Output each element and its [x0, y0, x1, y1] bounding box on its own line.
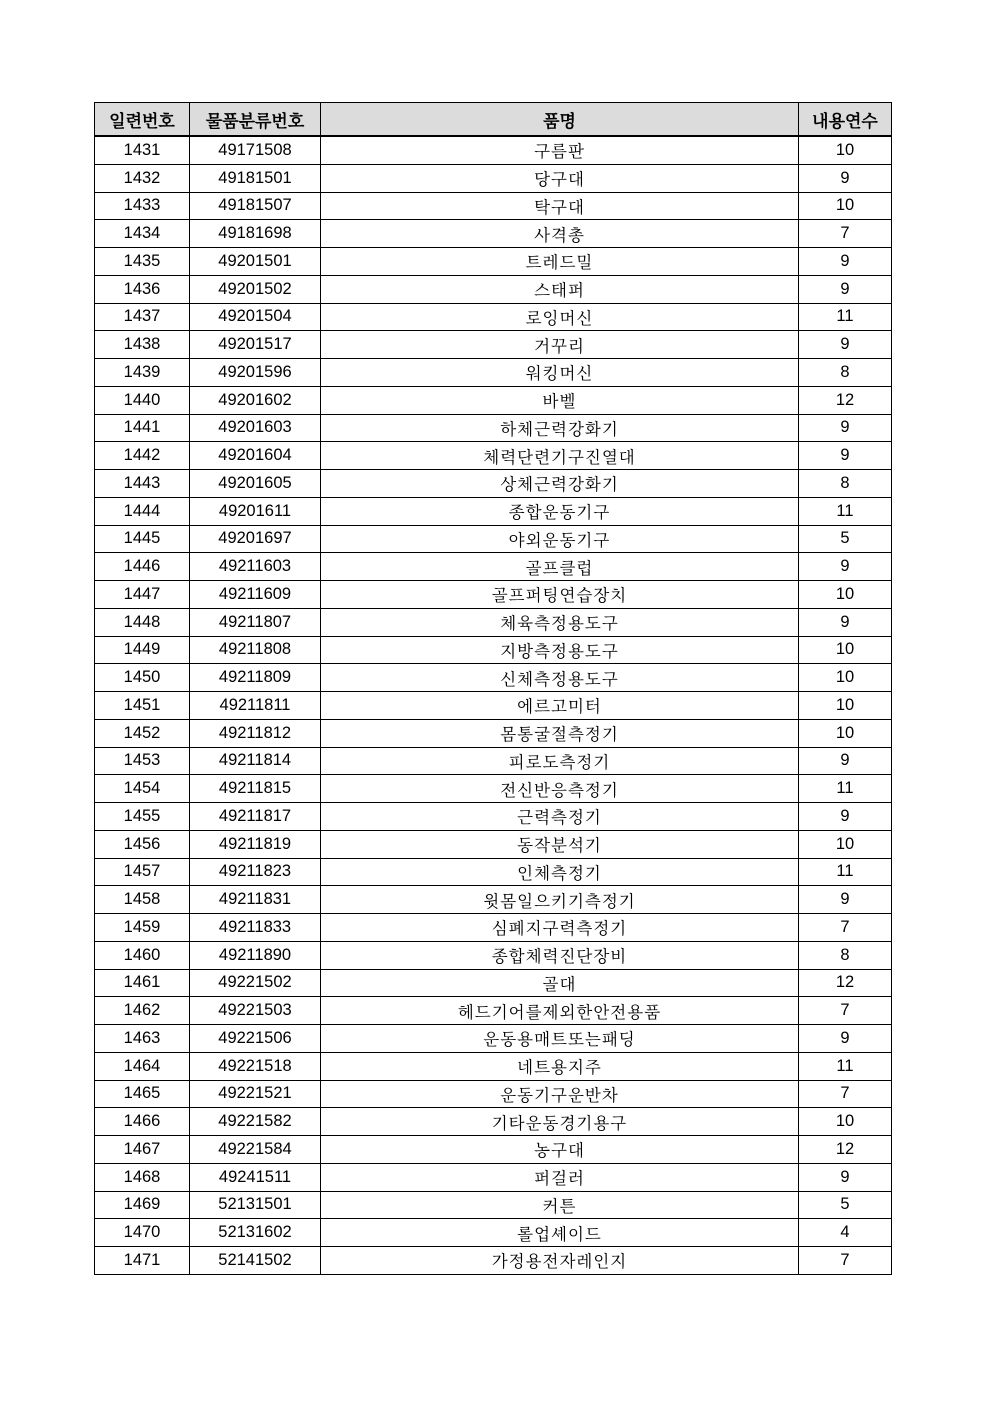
cell-name: 커튼: [321, 1191, 799, 1219]
table-row: [95, 1052, 892, 1080]
table-body: [95, 136, 892, 1274]
cell-name: 심폐지구력측정기: [321, 914, 799, 942]
cell-serial: 1457: [95, 858, 190, 886]
cell-code: 49211823: [190, 858, 321, 886]
cell-years: 8: [799, 359, 892, 387]
table-row: [95, 470, 892, 498]
cell-code: 49211831: [190, 886, 321, 914]
cell-name: 헤드기어를제외한안전용품: [321, 997, 799, 1025]
cell-code: 49211809: [190, 664, 321, 692]
cell-years: 5: [799, 525, 892, 553]
cell-name: 퍼걸러: [321, 1163, 799, 1191]
cell-serial: 1463: [95, 1025, 190, 1053]
cell-serial: 1448: [95, 608, 190, 636]
cell-code: 49201517: [190, 331, 321, 359]
cell-name: 당구대: [321, 164, 799, 192]
cell-name: 워킹머신: [321, 359, 799, 387]
table-row: [95, 803, 892, 831]
table-row: [95, 775, 892, 803]
cell-serial: 1441: [95, 414, 190, 442]
cell-name: 상체근력강화기: [321, 470, 799, 498]
cell-name: 농구대: [321, 1136, 799, 1164]
cell-years: 7: [799, 1080, 892, 1108]
header-code: 물품분류번호: [190, 103, 321, 137]
cell-serial: 1455: [95, 803, 190, 831]
cell-years: 11: [799, 775, 892, 803]
cell-serial: 1460: [95, 941, 190, 969]
cell-code: 49211808: [190, 636, 321, 664]
cell-serial: 1443: [95, 470, 190, 498]
table-row: [95, 664, 892, 692]
cell-years: 7: [799, 1247, 892, 1275]
cell-years: 7: [799, 220, 892, 248]
table-row: [95, 1080, 892, 1108]
cell-serial: 1446: [95, 553, 190, 581]
cell-code: 49201596: [190, 359, 321, 387]
cell-name: 사격총: [321, 220, 799, 248]
cell-serial: 1466: [95, 1108, 190, 1136]
cell-name: 로잉머신: [321, 303, 799, 331]
cell-code: 49201502: [190, 275, 321, 303]
cell-serial: 1454: [95, 775, 190, 803]
cell-years: 10: [799, 581, 892, 609]
cell-serial: 1461: [95, 969, 190, 997]
cell-code: 49201603: [190, 414, 321, 442]
cell-serial: 1471: [95, 1247, 190, 1275]
cell-code: 49201501: [190, 248, 321, 276]
cell-code: 49201504: [190, 303, 321, 331]
cell-years: 10: [799, 830, 892, 858]
durability-table: [94, 102, 892, 1275]
cell-years: 10: [799, 664, 892, 692]
cell-name: 인체측정기: [321, 858, 799, 886]
table-row: [95, 581, 892, 609]
cell-code: 49241511: [190, 1163, 321, 1191]
cell-serial: 1456: [95, 830, 190, 858]
table-row: [95, 136, 892, 164]
table-row: [95, 192, 892, 220]
table-row: [95, 747, 892, 775]
cell-serial: 1468: [95, 1163, 190, 1191]
cell-name: 윗몸일으키기측정기: [321, 886, 799, 914]
cell-serial: 1439: [95, 359, 190, 387]
cell-serial: 1469: [95, 1191, 190, 1219]
cell-serial: 1433: [95, 192, 190, 220]
cell-code: 49171508: [190, 136, 321, 164]
table-row: [95, 692, 892, 720]
cell-serial: 1453: [95, 747, 190, 775]
cell-name: 지방측정용도구: [321, 636, 799, 664]
cell-years: 4: [799, 1219, 892, 1247]
cell-serial: 1431: [95, 136, 190, 164]
cell-name: 운동기구운반차: [321, 1080, 799, 1108]
cell-serial: 1437: [95, 303, 190, 331]
cell-code: 49181501: [190, 164, 321, 192]
cell-name: 골프클럽: [321, 553, 799, 581]
cell-years: 11: [799, 497, 892, 525]
table-row: [95, 830, 892, 858]
cell-name: 동작분석기: [321, 830, 799, 858]
table-row: [95, 331, 892, 359]
cell-name: 스태퍼: [321, 275, 799, 303]
cell-years: 9: [799, 331, 892, 359]
table-row: [95, 636, 892, 664]
cell-name: 거꾸리: [321, 331, 799, 359]
cell-serial: 1465: [95, 1080, 190, 1108]
cell-name: 트레드밀: [321, 248, 799, 276]
cell-years: 9: [799, 248, 892, 276]
cell-code: 49201611: [190, 497, 321, 525]
durability-table-container: [94, 102, 891, 1275]
cell-code: 49211811: [190, 692, 321, 720]
cell-serial: 1458: [95, 886, 190, 914]
cell-years: 10: [799, 636, 892, 664]
cell-code: 49211815: [190, 775, 321, 803]
table-row: [95, 719, 892, 747]
cell-code: 52131501: [190, 1191, 321, 1219]
cell-years: 10: [799, 192, 892, 220]
table-row: [95, 1136, 892, 1164]
cell-code: 49221584: [190, 1136, 321, 1164]
cell-serial: 1449: [95, 636, 190, 664]
cell-name: 체육측정용도구: [321, 608, 799, 636]
cell-years: 11: [799, 1052, 892, 1080]
cell-years: 7: [799, 997, 892, 1025]
table-row: [95, 1025, 892, 1053]
cell-code: 52131602: [190, 1219, 321, 1247]
cell-name: 기타운동경기용구: [321, 1108, 799, 1136]
cell-serial: 1451: [95, 692, 190, 720]
cell-serial: 1459: [95, 914, 190, 942]
table-row: [95, 914, 892, 942]
cell-code: 49211819: [190, 830, 321, 858]
cell-code: 49221521: [190, 1080, 321, 1108]
table-row: [95, 525, 892, 553]
cell-serial: 1435: [95, 248, 190, 276]
cell-code: 49211833: [190, 914, 321, 942]
table-row: [95, 1108, 892, 1136]
cell-code: 49211812: [190, 719, 321, 747]
cell-name: 신체측정용도구: [321, 664, 799, 692]
table-row: [95, 553, 892, 581]
cell-years: 9: [799, 553, 892, 581]
table-row: [95, 858, 892, 886]
table-row: [95, 497, 892, 525]
cell-code: 49211807: [190, 608, 321, 636]
cell-years: 11: [799, 858, 892, 886]
cell-name: 바벨: [321, 386, 799, 414]
cell-serial: 1432: [95, 164, 190, 192]
table-row: [95, 303, 892, 331]
cell-name: 골대: [321, 969, 799, 997]
table-row: [95, 220, 892, 248]
cell-years: 7: [799, 914, 892, 942]
cell-years: 5: [799, 1191, 892, 1219]
cell-serial: 1442: [95, 442, 190, 470]
cell-name: 롤업셰이드: [321, 1219, 799, 1247]
table-row: [95, 164, 892, 192]
cell-serial: 1462: [95, 997, 190, 1025]
cell-years: 11: [799, 303, 892, 331]
cell-name: 구름판: [321, 136, 799, 164]
cell-code: 49221502: [190, 969, 321, 997]
cell-name: 피로도측정기: [321, 747, 799, 775]
cell-name: 전신반응측정기: [321, 775, 799, 803]
cell-code: 49181698: [190, 220, 321, 248]
cell-serial: 1438: [95, 331, 190, 359]
cell-years: 9: [799, 803, 892, 831]
cell-code: 49211609: [190, 581, 321, 609]
cell-years: 9: [799, 275, 892, 303]
cell-years: 12: [799, 969, 892, 997]
cell-serial: 1436: [95, 275, 190, 303]
cell-name: 종합체력진단장비: [321, 941, 799, 969]
cell-name: 네트용지주: [321, 1052, 799, 1080]
header-years: 내용연수: [799, 103, 892, 137]
cell-years: 12: [799, 386, 892, 414]
cell-code: 49201605: [190, 470, 321, 498]
cell-code: 49201604: [190, 442, 321, 470]
table-row: [95, 442, 892, 470]
cell-serial: 1444: [95, 497, 190, 525]
table-row: [95, 275, 892, 303]
cell-years: 10: [799, 692, 892, 720]
cell-name: 가정용전자레인지: [321, 1247, 799, 1275]
cell-name: 야외운동기구: [321, 525, 799, 553]
cell-serial: 1447: [95, 581, 190, 609]
cell-years: 9: [799, 442, 892, 470]
cell-years: 9: [799, 1163, 892, 1191]
cell-years: 10: [799, 136, 892, 164]
cell-years: 9: [799, 608, 892, 636]
cell-serial: 1445: [95, 525, 190, 553]
table-row: [95, 1247, 892, 1275]
cell-name: 골프퍼팅연습장치: [321, 581, 799, 609]
cell-code: 49211814: [190, 747, 321, 775]
cell-years: 9: [799, 1025, 892, 1053]
cell-years: 9: [799, 886, 892, 914]
cell-name: 체력단련기구진열대: [321, 442, 799, 470]
cell-code: 49221582: [190, 1108, 321, 1136]
cell-serial: 1452: [95, 719, 190, 747]
table-row: [95, 1191, 892, 1219]
table-row: [95, 997, 892, 1025]
header-serial: 일련번호: [95, 103, 190, 137]
cell-serial: 1434: [95, 220, 190, 248]
cell-years: 9: [799, 747, 892, 775]
cell-years: 9: [799, 414, 892, 442]
cell-serial: 1440: [95, 386, 190, 414]
cell-code: 49221518: [190, 1052, 321, 1080]
table-row: [95, 248, 892, 276]
cell-years: 8: [799, 470, 892, 498]
cell-code: 49211603: [190, 553, 321, 581]
cell-name: 운동용매트또는패딩: [321, 1025, 799, 1053]
cell-years: 10: [799, 1108, 892, 1136]
cell-name: 탁구대: [321, 192, 799, 220]
cell-code: 52141502: [190, 1247, 321, 1275]
cell-code: 49181507: [190, 192, 321, 220]
cell-serial: 1467: [95, 1136, 190, 1164]
header-name: 품명: [321, 103, 799, 137]
table-row: [95, 1219, 892, 1247]
table-row: [95, 608, 892, 636]
cell-serial: 1450: [95, 664, 190, 692]
header-row: [95, 103, 892, 137]
cell-code: 49211817: [190, 803, 321, 831]
cell-years: 8: [799, 941, 892, 969]
cell-code: 49201697: [190, 525, 321, 553]
cell-name: 근력측정기: [321, 803, 799, 831]
cell-name: 종합운동기구: [321, 497, 799, 525]
cell-name: 몸통굴절측정기: [321, 719, 799, 747]
cell-name: 에르고미터: [321, 692, 799, 720]
cell-code: 49221506: [190, 1025, 321, 1053]
cell-code: 49201602: [190, 386, 321, 414]
table-row: [95, 359, 892, 387]
table-row: [95, 386, 892, 414]
cell-code: 49221503: [190, 997, 321, 1025]
table-row: [95, 969, 892, 997]
table-row: [95, 1163, 892, 1191]
table-header: [95, 103, 892, 137]
table-row: [95, 886, 892, 914]
cell-name: 하체근력강화기: [321, 414, 799, 442]
cell-serial: 1470: [95, 1219, 190, 1247]
cell-years: 9: [799, 164, 892, 192]
table-row: [95, 414, 892, 442]
cell-years: 10: [799, 719, 892, 747]
table-row: [95, 941, 892, 969]
cell-serial: 1464: [95, 1052, 190, 1080]
cell-code: 49211890: [190, 941, 321, 969]
cell-years: 12: [799, 1136, 892, 1164]
